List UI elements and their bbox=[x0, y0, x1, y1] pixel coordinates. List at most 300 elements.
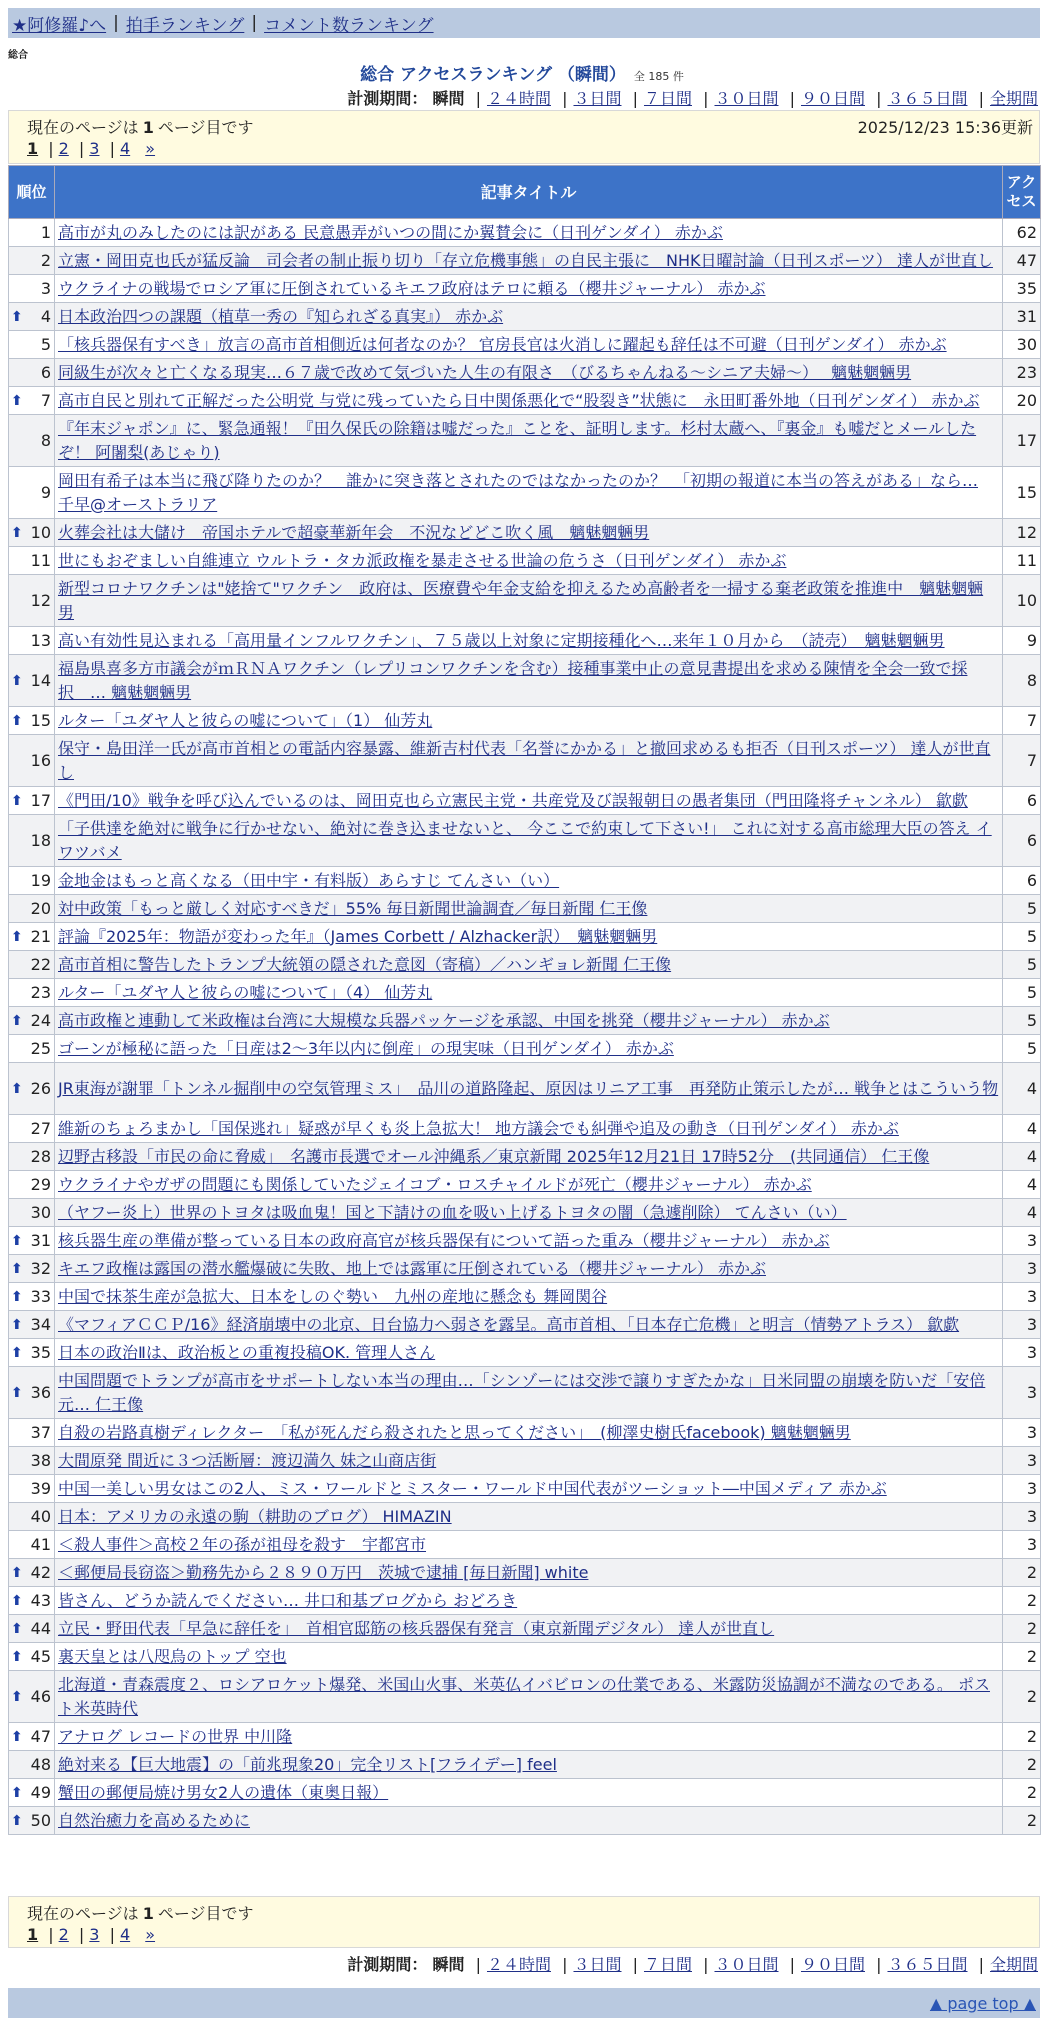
access-count: 9 bbox=[1003, 627, 1041, 655]
page-next-link[interactable]: » bbox=[145, 139, 156, 158]
table-row bbox=[9, 787, 1041, 815]
rank-number: 28 bbox=[30, 1146, 51, 1166]
rank-cell bbox=[9, 275, 55, 303]
table-row bbox=[9, 1531, 1041, 1559]
rank-up-arrow-icon: ⬆ bbox=[11, 712, 23, 729]
rank-number: 34 bbox=[30, 1314, 51, 1334]
article-title-link[interactable]: 中国で抹茶生産が急拡大、日本をしのぐ勢い 九州の産地に懸念も 舞岡関谷 bbox=[58, 1286, 608, 1306]
rank-cell bbox=[9, 1587, 55, 1615]
article-title-link[interactable]: ウクライナやガザの問題にも関係していたジェイコブ・ロスチャイルドが死亡（櫻井ジャーナル） 赤かぶ bbox=[58, 1174, 812, 1194]
rank-cell bbox=[9, 1255, 55, 1283]
rank-cell bbox=[9, 1643, 55, 1671]
page-info-bottom bbox=[8, 1896, 1040, 1948]
page-link-2[interactable]: 2 bbox=[58, 1925, 69, 1944]
rank-number: 14 bbox=[30, 670, 51, 690]
period-link-90d[interactable]: ９０日間 bbox=[800, 89, 865, 108]
ranking-table bbox=[8, 165, 1041, 1835]
article-title-link[interactable]: 金地金はもっと高くなる（田中宇・有料版）あらすじ てんさい（い） bbox=[58, 870, 560, 890]
period-link-365d[interactable]: ３６５日間 bbox=[887, 89, 968, 108]
access-count: 2 bbox=[1003, 1671, 1041, 1723]
rank-up-arrow-icon: ⬆ bbox=[11, 928, 23, 945]
article-title-link[interactable]: ウクライナの戦場でロシア軍に圧倒されているキエフ政府はテロに頼る（櫻井ジャーナル） 赤かぶ bbox=[58, 278, 766, 298]
rank-cell bbox=[9, 1367, 55, 1419]
rank-cell bbox=[9, 951, 55, 979]
rank-number: 38 bbox=[30, 1450, 51, 1470]
title-cell bbox=[55, 787, 1003, 815]
table-row bbox=[9, 951, 1041, 979]
access-count: 3 bbox=[1003, 1419, 1041, 1447]
access-count: 3 bbox=[1003, 1531, 1041, 1559]
table-row bbox=[9, 359, 1041, 387]
period-label: 計測期間： bbox=[347, 1955, 428, 1974]
rank-cell bbox=[9, 547, 55, 575]
access-count: 5 bbox=[1003, 979, 1041, 1007]
nav-separator: | bbox=[251, 13, 258, 33]
table-row bbox=[9, 1367, 1041, 1419]
rank-cell bbox=[9, 1339, 55, 1367]
rank-cell bbox=[9, 707, 55, 735]
pagination-bottom: 1 | 2 | 3 | 4 » bbox=[27, 1925, 156, 1944]
article-title-link[interactable]: ＜郵便局長窃盗＞勤務先から２８９０万円 茨城で逮捕 [毎日新聞] white bbox=[58, 1562, 589, 1582]
title-cell bbox=[55, 1751, 1003, 1779]
table-row bbox=[9, 923, 1041, 951]
rank-cell bbox=[9, 867, 55, 895]
table-row bbox=[9, 1723, 1041, 1751]
rank-cell bbox=[9, 1751, 55, 1779]
rank-cell bbox=[9, 979, 55, 1007]
rank-up-arrow-icon: ⬆ bbox=[11, 792, 23, 809]
title-cell bbox=[55, 1531, 1003, 1559]
access-count: 5 bbox=[1003, 951, 1041, 979]
article-title-link[interactable]: 高市が丸のみしたのには訳がある 民意愚弄がいつの間にか翼賛会に（日刊ゲンダイ） 赤かぶ bbox=[58, 222, 723, 242]
period-selector-bottom: 計測期間： 瞬間 | ２４時間 | ３日間 | ７日間 | ３０日間 | ９０日間 | ３６５日間 | 全期間 bbox=[347, 1955, 1038, 1974]
rank-up-arrow-icon: ⬆ bbox=[11, 1232, 23, 1249]
access-count: 6 bbox=[1003, 815, 1041, 867]
article-title-link[interactable]: ルター「ユダヤ人と彼らの嘘について」（4） 仙芳丸 bbox=[58, 982, 433, 1002]
article-title-link[interactable]: 日本の政治Ⅱは、政治板との重複投稿OK. 管理人さん bbox=[58, 1342, 436, 1362]
access-count: 3 bbox=[1003, 1227, 1041, 1255]
article-title-link[interactable]: 高い有効性見込まれる「高用量インフルワクチン」、７５歳以上対象に定期接種化へ…来年１０月から （読売） 魑魅魍魎男 bbox=[58, 630, 945, 650]
article-title-link[interactable]: 高市自民と別れて正解だった公明党 与党に残っていたら日中関係悪化で“股裂き”状態に 永田町番外地（日刊ゲンダイ） 赤かぶ bbox=[58, 390, 980, 410]
rank-number: 10 bbox=[30, 522, 51, 542]
title-cell bbox=[55, 1171, 1003, 1199]
access-count: 3 bbox=[1003, 1255, 1041, 1283]
access-count: 2 bbox=[1003, 1723, 1041, 1751]
period-link-7d[interactable]: ７日間 bbox=[643, 1955, 692, 1974]
period-link-7d[interactable]: ７日間 bbox=[643, 89, 692, 108]
article-title-link[interactable]: 大間原発 間近に３つ活断層：渡辺満久 妹之山商店街 bbox=[58, 1450, 437, 1470]
rank-number: 42 bbox=[30, 1562, 51, 1582]
article-title-link[interactable]: ＜殺人事件＞高校２年の孫が祖母を殺す 宇都宮市 bbox=[58, 1534, 427, 1554]
article-title-link[interactable]: キエフ政権は露国の潜水艦爆破に失敗、地上では露軍に圧倒されている（櫻井ジャーナル） 赤かぶ bbox=[58, 1258, 766, 1278]
rank-cell bbox=[9, 1615, 55, 1643]
title-cell bbox=[55, 247, 1003, 275]
rank-up-arrow-icon: ⬆ bbox=[11, 1812, 23, 1829]
rank-cell bbox=[9, 1311, 55, 1339]
title-cell bbox=[55, 1143, 1003, 1171]
access-count: 5 bbox=[1003, 895, 1041, 923]
rank-number: 18 bbox=[30, 830, 51, 850]
rank-number: 21 bbox=[30, 926, 51, 946]
rank-up-arrow-icon: ⬆ bbox=[11, 1784, 23, 1801]
title-cell bbox=[55, 331, 1003, 359]
rank-number: 39 bbox=[30, 1478, 51, 1498]
title-cell bbox=[55, 1007, 1003, 1035]
access-count: 20 bbox=[1003, 387, 1041, 415]
access-count: 6 bbox=[1003, 787, 1041, 815]
rank-up-arrow-icon: ⬆ bbox=[11, 1592, 23, 1609]
article-title-link[interactable]: 維新のちょろまかし「国保逃れ」疑惑が早くも炎上急拡大！ 地方議会でも糾弾や追及の動き（日刊ゲンダイ） 赤かぶ bbox=[58, 1118, 899, 1138]
access-count: 3 bbox=[1003, 1283, 1041, 1311]
period-link-24h[interactable]: ２４時間 bbox=[486, 1955, 551, 1974]
article-title-link[interactable]: 皆さん、どうか読んでください… 井口和基ブログから おどろき bbox=[58, 1590, 518, 1610]
rank-cell bbox=[9, 1171, 55, 1199]
page-link-2[interactable]: 2 bbox=[58, 139, 69, 158]
table-row bbox=[9, 1751, 1041, 1779]
rank-number: 49 bbox=[30, 1782, 51, 1802]
title-cell bbox=[55, 923, 1003, 951]
table-row bbox=[9, 867, 1041, 895]
title-cell bbox=[55, 1367, 1003, 1419]
rank-up-arrow-icon: ⬆ bbox=[11, 1728, 23, 1745]
rank-number: 32 bbox=[30, 1258, 51, 1278]
article-title-link[interactable]: 世にもおぞましい自維連立 ウルトラ・タカ派政権を暴走させる世論の危うさ（日刊ゲンダイ） 赤かぶ bbox=[58, 550, 787, 570]
article-title-link[interactable]: 「核兵器保有すべき」放言の高市首相側近は何者なのか？ 官房長官は火消しに躍起も辞任は不可避（日刊ゲンダイ） 赤かぶ bbox=[58, 334, 947, 354]
table-row bbox=[9, 1143, 1041, 1171]
access-count: 3 bbox=[1003, 1339, 1041, 1367]
rank-number: 48 bbox=[30, 1754, 51, 1774]
table-row bbox=[9, 1779, 1041, 1807]
title-cell bbox=[55, 1283, 1003, 1311]
article-title-link[interactable]: 岡田有希子は本当に飛び降りたのか？ 誰かに突き落とされたのではなかったのか？ 「初期の報道に本当の答えがある」なら… 千早@オーストラリア bbox=[58, 470, 979, 514]
article-title-link[interactable]: 高市首相に警告したトランプ大統領の隠された意図（寄稿）／ハンギョレ新聞 仁王像 bbox=[58, 954, 672, 974]
rank-up-arrow-icon: ⬆ bbox=[11, 1648, 23, 1665]
category-label: 総合 bbox=[8, 50, 28, 61]
period-link-all[interactable]: 全期間 bbox=[989, 1955, 1038, 1974]
nav-link-clap-ranking[interactable]: 拍手ランキング bbox=[125, 15, 245, 36]
access-count: 30 bbox=[1003, 331, 1041, 359]
article-title-link[interactable]: 新型コロナワクチンは"姥捨て"ワクチン 政府は、医療費や年金支給を抑えるため高齢者を一掃する棄老政策を推進中 魑魅魍魎男 bbox=[58, 578, 984, 622]
rank-number: 12 bbox=[30, 590, 51, 610]
rank-number: 23 bbox=[30, 982, 51, 1002]
rank-cell bbox=[9, 735, 55, 787]
rank-cell bbox=[9, 1723, 55, 1751]
table-row bbox=[9, 415, 1041, 467]
rank-cell bbox=[9, 815, 55, 867]
table-row bbox=[9, 247, 1041, 275]
page-top-link[interactable]: ▲ page top ▲ bbox=[929, 1993, 1036, 2013]
article-title-link[interactable]: 「子供達を絶対に戦争に行かせない、絶対に巻き込ませないと、 今ここで約束して下さい!」 これに対する高市総理大臣の答え イワツバメ bbox=[58, 818, 992, 862]
title-cell bbox=[55, 1339, 1003, 1367]
access-count: 2 bbox=[1003, 1779, 1041, 1807]
page-info-top bbox=[8, 110, 1040, 164]
page-current: 1 bbox=[27, 139, 39, 158]
rank-number: 3 bbox=[40, 278, 51, 298]
bottom-bar bbox=[8, 1988, 1040, 2018]
top-nav-bar bbox=[8, 8, 1040, 38]
rank-cell bbox=[9, 1227, 55, 1255]
article-title-link[interactable]: 日本政治四つの課題（植草一秀の『知られざる真実』） 赤かぶ bbox=[58, 306, 504, 326]
rank-number: 6 bbox=[40, 362, 51, 382]
access-count: 2 bbox=[1003, 1587, 1041, 1615]
title-cell bbox=[55, 1475, 1003, 1503]
title-cell bbox=[55, 815, 1003, 867]
rank-cell bbox=[9, 655, 55, 707]
access-count: 17 bbox=[1003, 415, 1041, 467]
title-cell bbox=[55, 1503, 1003, 1531]
title-cell bbox=[55, 1035, 1003, 1063]
page-next-link[interactable]: » bbox=[145, 1925, 156, 1944]
rank-cell bbox=[9, 467, 55, 519]
article-title-link[interactable]: アナログ レコードの世界 中川隆 bbox=[58, 1726, 293, 1746]
period-selector-top: 計測期間： 瞬間 | ２４時間 | ３日間 | ７日間 | ３０日間 | ９０日間 | ３６５日間 | 全期間 bbox=[347, 89, 1038, 108]
rank-up-arrow-icon: ⬆ bbox=[11, 1688, 23, 1705]
title-cell bbox=[55, 1779, 1003, 1807]
access-count: 2 bbox=[1003, 1751, 1041, 1779]
access-count: 3 bbox=[1003, 1311, 1041, 1339]
title-cell bbox=[55, 303, 1003, 331]
rank-up-arrow-icon: ⬆ bbox=[11, 1260, 23, 1277]
rank-number: 30 bbox=[30, 1202, 51, 1222]
access-count: 7 bbox=[1003, 735, 1041, 787]
title-cell bbox=[55, 895, 1003, 923]
title-cell bbox=[55, 547, 1003, 575]
rank-cell bbox=[9, 1115, 55, 1143]
title-cell bbox=[55, 1643, 1003, 1671]
updated-timestamp: 2025/12/23 15:36更新 bbox=[857, 118, 1033, 137]
table-row bbox=[9, 1311, 1041, 1339]
article-title-link[interactable]: 《門田/10》戦争を呼び込んでいるのは、岡田克也ら立憲民主党・共産党及び誤報朝日の愚者集団（門田隆将チャンネル） 歙歔 bbox=[58, 790, 968, 810]
table-row bbox=[9, 1171, 1041, 1199]
table-row bbox=[9, 1643, 1041, 1671]
rank-number: 27 bbox=[30, 1118, 51, 1138]
rank-number: 44 bbox=[30, 1618, 51, 1638]
table-row bbox=[9, 1339, 1041, 1367]
rank-up-arrow-icon: ⬆ bbox=[11, 1344, 23, 1361]
article-title-link[interactable]: 評論『2025年：物語が変わった年』（James Corbett / Alzhacker訳） 魑魅魍魎男 bbox=[58, 926, 658, 946]
article-title-link[interactable]: 裏天皇とは八咫烏のトップ 空也 bbox=[58, 1646, 287, 1666]
table-row bbox=[9, 1419, 1041, 1447]
rank-up-arrow-icon: ⬆ bbox=[11, 1012, 23, 1029]
header-rank: 順位 bbox=[9, 166, 55, 219]
access-count: 4 bbox=[1003, 1143, 1041, 1171]
rank-number: 29 bbox=[30, 1174, 51, 1194]
title-cell bbox=[55, 979, 1003, 1007]
access-count: 4 bbox=[1003, 1063, 1041, 1115]
title-cell bbox=[55, 1723, 1003, 1751]
table-row bbox=[9, 467, 1041, 519]
access-count: 3 bbox=[1003, 1503, 1041, 1531]
period-link-3d[interactable]: ３日間 bbox=[573, 89, 622, 108]
rank-cell bbox=[9, 1063, 55, 1115]
article-title-link[interactable]: 蟹田の郵便局焼け男女2人の遺体（東奥日報） bbox=[58, 1782, 389, 1802]
table-row bbox=[9, 1115, 1041, 1143]
article-title-link[interactable]: 中国問題でトランプが高市をサポートしない本当の理由…「シンゾーには交渉で譲りすぎたかな」日米同盟の崩壊を防いだ「安倍元… 仁王像 bbox=[58, 1370, 986, 1414]
article-title-link[interactable]: 福島県喜多方市議会がｍＲＮＡワクチン（レプリコンワクチンを含む）接種事業中止の意見書提出を求める陳情を全会一致で採択 … 魑魅魍魎男 bbox=[58, 658, 968, 702]
rank-up-arrow-icon: ⬆ bbox=[11, 1288, 23, 1305]
title-cell bbox=[55, 467, 1003, 519]
rank-up-arrow-icon: ⬆ bbox=[11, 524, 23, 541]
article-title-link[interactable]: 絶対来る【巨大地震】の「前兆現象20」完全リスト[フライデー] feel bbox=[58, 1754, 557, 1774]
article-title-link[interactable]: 《マフィアＣＣＰ/16》経済崩壊中の北京、日台協力へ弱さを露呈。高市首相、「日本存亡危機」と明言（情勢アトラス） 歙歔 bbox=[58, 1314, 960, 1334]
title-cell bbox=[55, 735, 1003, 787]
table-row bbox=[9, 1063, 1041, 1115]
table-row bbox=[9, 387, 1041, 415]
table-row bbox=[9, 707, 1041, 735]
total-count: 全 185 件 bbox=[633, 70, 684, 83]
rank-number: 31 bbox=[30, 1230, 51, 1250]
table-row bbox=[9, 519, 1041, 547]
rank-cell bbox=[9, 331, 55, 359]
article-title-link[interactable]: ルター「ユダヤ人と彼らの嘘について」（1） 仙芳丸 bbox=[58, 710, 433, 730]
pagination-top: 1 | 2 | 3 | 4 » bbox=[27, 139, 156, 158]
article-title-link[interactable]: 日本：アメリカの永遠の駒（耕助のブログ） HIMAZIN bbox=[58, 1506, 452, 1526]
current-page-text: 現在のページは 1 ページ目です bbox=[27, 1904, 254, 1923]
article-title-link[interactable]: JR東海が謝罪「トンネル掘削中の空気管理ミス」 品川の道路隆起、原因はリニア工事 再発防止策示したが… 戦争とはこういう物 bbox=[58, 1078, 999, 1098]
access-count: 8 bbox=[1003, 655, 1041, 707]
table-row bbox=[9, 219, 1041, 247]
title-cell bbox=[55, 951, 1003, 979]
rank-up-arrow-icon: ⬆ bbox=[11, 308, 23, 325]
access-count: 10 bbox=[1003, 575, 1041, 627]
table-row bbox=[9, 1007, 1041, 1035]
access-count: 2 bbox=[1003, 1807, 1041, 1835]
rank-number: 20 bbox=[30, 898, 51, 918]
rank-number: 25 bbox=[30, 1038, 51, 1058]
article-title-link[interactable]: （ヤフー炎上）世界のトヨタは吸血鬼！国と下請けの血を吸い上げるトヨタの闇（急遽削除） てんさい（い） bbox=[58, 1202, 847, 1222]
title-cell bbox=[55, 359, 1003, 387]
table-row bbox=[9, 547, 1041, 575]
rank-cell bbox=[9, 627, 55, 655]
rank-up-arrow-icon: ⬆ bbox=[11, 672, 23, 689]
table-row bbox=[9, 1503, 1041, 1531]
rank-number: 50 bbox=[30, 1810, 51, 1830]
access-count: 6 bbox=[1003, 867, 1041, 895]
rank-number: 26 bbox=[30, 1078, 51, 1098]
rank-up-arrow-icon: ⬆ bbox=[11, 1384, 23, 1401]
access-count: 2 bbox=[1003, 1559, 1041, 1587]
rank-cell bbox=[9, 519, 55, 547]
table-row bbox=[9, 1035, 1041, 1063]
period-link-30d[interactable]: ３０日間 bbox=[714, 89, 779, 108]
table-row bbox=[9, 815, 1041, 867]
rank-number: 7 bbox=[40, 390, 51, 410]
access-count: 3 bbox=[1003, 1475, 1041, 1503]
article-title-link[interactable]: ゴーンが極秘に語った「日産は2～3年以内に倒産」の現実味（日刊ゲンダイ） 赤かぶ bbox=[58, 1038, 674, 1058]
article-title-link[interactable]: 自殺の岩路真樹ディレクター 「私が死んだら殺されたと思ってください」 (柳澤史樹氏facebook) 魑魅魍魎男 bbox=[58, 1422, 851, 1442]
rank-number: 8 bbox=[40, 430, 51, 450]
article-title-link[interactable]: 対中政策「もっと厳しく対応すべきだ」55% 毎日新聞世論調査／毎日新聞 仁王像 bbox=[58, 898, 648, 918]
rank-number: 41 bbox=[30, 1534, 51, 1554]
period-link-24h[interactable]: ２４時間 bbox=[486, 89, 551, 108]
article-title-link[interactable]: 辺野古移設「市民の命に脅威」 名護市長選でオール沖縄系／東京新聞 2025年12月21日 17時52分 (共同通信） 仁王像 bbox=[58, 1146, 930, 1166]
article-title-link[interactable]: 火葬会社は大儲け 帝国ホテルで超豪華新年会 不況などどこ吹く風 魑魅魍魎男 bbox=[58, 522, 650, 542]
article-title-link[interactable]: 同級生が次々と亡くなる現実…６７歳で改めて気づいた人生の有限さ （びるちゃんねる～シニア夫婦～） 魑魅魍魎男 bbox=[58, 362, 912, 382]
title-cell bbox=[55, 867, 1003, 895]
period-link-all[interactable]: 全期間 bbox=[989, 89, 1038, 108]
rank-cell bbox=[9, 1199, 55, 1227]
rank-up-arrow-icon: ⬆ bbox=[11, 1620, 23, 1637]
period-current: 瞬間 bbox=[432, 89, 465, 108]
rank-number: 9 bbox=[40, 482, 51, 502]
article-title-link[interactable]: 北海道・青森震度２、ロシアロケット爆発、米国山火事、米英仏イバビロンの仕業である、米露防災協調が不満なのである。 ポスト米英時代 bbox=[58, 1674, 990, 1718]
nav-link-comment-ranking[interactable]: コメント数ランキング bbox=[264, 15, 434, 36]
table-row bbox=[9, 1559, 1041, 1587]
period-link-3d[interactable]: ３日間 bbox=[573, 1955, 622, 1974]
rank-number: 22 bbox=[30, 954, 51, 974]
page-link-3[interactable]: 3 bbox=[89, 139, 100, 158]
access-count: 2 bbox=[1003, 1615, 1041, 1643]
article-title-link[interactable]: 『年末ジャポン』に、緊急通報！『田久保氏の除籍は嘘だった』ことを、証明します。杉村太蔵へ、『裏金』も嘘だとメールしたぞ！ 阿闍梨(あじゃり) bbox=[58, 418, 977, 462]
rank-cell bbox=[9, 1559, 55, 1587]
nav-link-asyura[interactable]: ★阿修羅♪へ bbox=[12, 15, 107, 36]
rank-number: 16 bbox=[30, 750, 51, 770]
title-cell bbox=[55, 1587, 1003, 1615]
table-row bbox=[9, 627, 1041, 655]
table-row bbox=[9, 735, 1041, 787]
table-row bbox=[9, 1227, 1041, 1255]
title-cell bbox=[55, 707, 1003, 735]
rank-number: 33 bbox=[30, 1286, 51, 1306]
ranking-table-body bbox=[9, 219, 1041, 1835]
title-cell bbox=[55, 655, 1003, 707]
period-link-30d[interactable]: ３０日間 bbox=[714, 1955, 779, 1974]
rank-cell bbox=[9, 247, 55, 275]
table-row bbox=[9, 1587, 1041, 1615]
rank-number: 43 bbox=[30, 1590, 51, 1610]
rank-number: 19 bbox=[30, 870, 51, 890]
rank-cell bbox=[9, 575, 55, 627]
rank-number: 17 bbox=[30, 790, 51, 810]
rank-number: 4 bbox=[40, 306, 51, 326]
rank-cell bbox=[9, 219, 55, 247]
table-row bbox=[9, 303, 1041, 331]
rank-number: 2 bbox=[40, 250, 51, 270]
rank-number: 15 bbox=[30, 710, 51, 730]
title-cell bbox=[55, 519, 1003, 547]
table-row bbox=[9, 655, 1041, 707]
rank-cell bbox=[9, 1531, 55, 1559]
period-label: 計測期間： bbox=[347, 89, 428, 108]
article-title-link[interactable]: 核兵器生産の準備が整っている日本の政府高官が核兵器保有について語った重み（櫻井ジャーナル） 赤かぶ bbox=[58, 1230, 830, 1250]
period-link-365d[interactable]: ３６５日間 bbox=[887, 1955, 968, 1974]
page-link-4[interactable]: 4 bbox=[119, 139, 131, 158]
rank-number: 40 bbox=[30, 1506, 51, 1526]
page-link-4[interactable]: 4 bbox=[119, 1925, 131, 1944]
title-cell bbox=[55, 1671, 1003, 1723]
article-title-link[interactable]: 立憲・岡田克也氏が猛反論 司会者の制止振り切り「存立危機事態」の自民主張に NHK日曜討論（日刊スポーツ） 達人が世直し bbox=[58, 250, 993, 270]
rank-cell bbox=[9, 923, 55, 951]
page-link-3[interactable]: 3 bbox=[89, 1925, 100, 1944]
access-count: 5 bbox=[1003, 1035, 1041, 1063]
title-cell bbox=[55, 387, 1003, 415]
title-cell bbox=[55, 1807, 1003, 1835]
rank-number: 36 bbox=[30, 1382, 51, 1402]
article-title-link[interactable]: 自然治癒力を高めるために bbox=[58, 1810, 251, 1830]
title-cell bbox=[55, 415, 1003, 467]
article-title-link[interactable]: 保守・島田洋一氏が高市首相との電話内容暴露、維新吉村代表「名誉にかかる」と撤回求めるも拒否（日刊スポーツ） 達人が世直し bbox=[58, 738, 991, 782]
table-row bbox=[9, 575, 1041, 627]
period-link-90d[interactable]: ９０日間 bbox=[800, 1955, 865, 1974]
rank-cell bbox=[9, 1283, 55, 1311]
rank-number: 11 bbox=[30, 550, 51, 570]
table-row bbox=[9, 331, 1041, 359]
article-title-link[interactable]: 高市政権と連動して米政権は台湾に大規模な兵器パッケージを承認、中国を挑発（櫻井ジャーナル） 赤かぶ bbox=[58, 1010, 830, 1030]
access-count: 4 bbox=[1003, 1171, 1041, 1199]
access-count: 5 bbox=[1003, 923, 1041, 951]
article-title-link[interactable]: 立民・野田代表「早急に辞任を」 首相官邸筋の核兵器保有発言（東京新聞デジタル） 達人が世直し bbox=[58, 1618, 775, 1638]
article-title-link[interactable]: 中国一美しい男女はこの2人、ミス・ワールドとミスター・ワールド中国代表がツーショット―中国メディア 赤かぶ bbox=[58, 1478, 887, 1498]
